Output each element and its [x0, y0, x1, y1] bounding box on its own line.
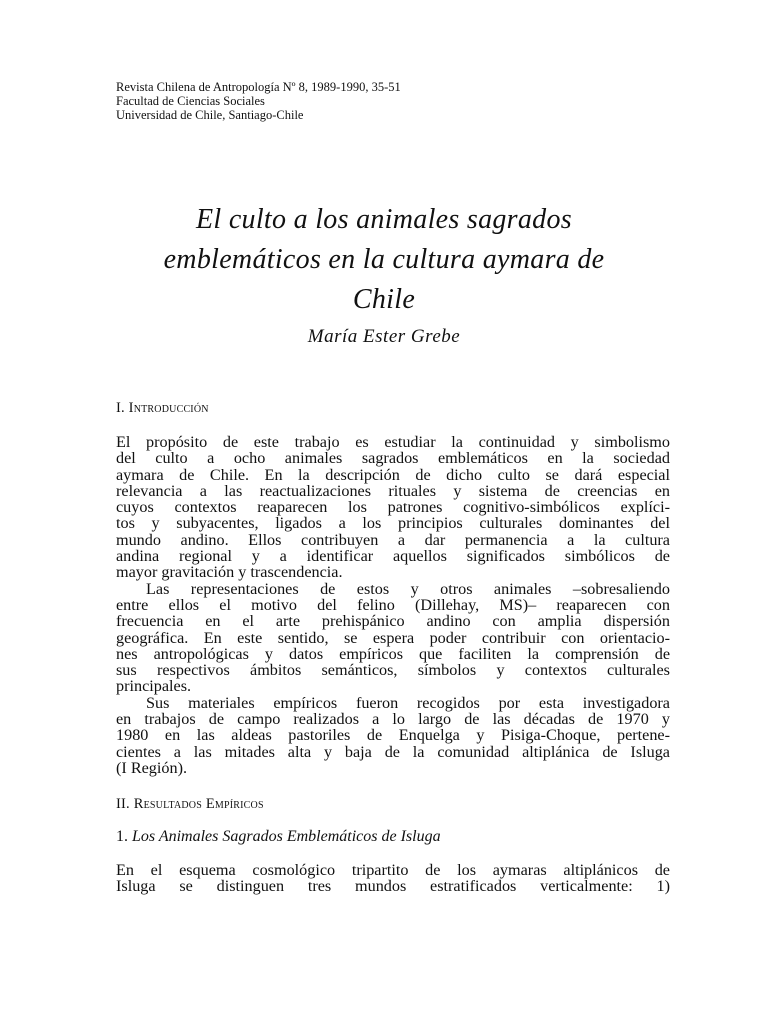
body-line: tos y subyacentes, ligados a los principios culturales dominantes del	[116, 514, 670, 533]
faculty-name: Facultad de Ciencias Sociales	[116, 94, 265, 108]
introduction-body	[116, 434, 670, 776]
journal-header	[116, 80, 401, 122]
body-line: Sus materiales empíricos fueron recogidos por esta investigadora	[146, 693, 670, 712]
body-line: relevancia a las reactualizaciones rituales y sistema de creencias en	[116, 481, 670, 500]
university-name: Universidad de Chile, Santiago-Chile	[116, 108, 304, 122]
title-line-1: El culto a los animales sagrados	[196, 204, 572, 235]
body-line: aymara de Chile. En la descripción de dicho culto se dará especial	[116, 465, 670, 484]
section-heading-results: II. Resultados Empíricos	[116, 796, 264, 812]
journal-citation: Revista Chilena de Antropología Nº 8, 1989-1990, 35-51	[116, 80, 401, 94]
subsection-title: Los Animales Sagrados Emblemáticos de Isluga	[132, 828, 441, 845]
body-line: geográfica. En este sentido, se espera poder contribuir con orientacio-	[116, 628, 670, 647]
body-line: mundo andino. Ellos contribuyen a dar permanencia a la cultura	[116, 530, 670, 549]
section-heading-introduction: I. Introducción	[116, 400, 209, 416]
title-line-2: emblemáticos en la cultura aymara de	[163, 244, 605, 275]
body-line: Las representaciones de estos y otros animales –sobresaliendo	[146, 579, 670, 598]
body-line: andina regional y a identificar aquellos significados simbólicos de	[116, 547, 670, 566]
body-line: del culto a ocho animales sagrados emblemáticos en la sociedad	[116, 449, 670, 468]
body-line: El propósito de este trabajo es estudiar la continuidad y simbolismo	[116, 433, 670, 451]
subsection-number: 1.	[116, 828, 128, 845]
body-line: en trabajos de campo realizados a lo largo de las décadas de 1970 y	[116, 710, 670, 729]
subsection-heading	[116, 828, 441, 846]
body-line: En el esquema cosmológico tripartito de los aymaras altiplánicos de	[116, 861, 670, 879]
body-line: nes antropológicas y datos empíricos que faciliten la comprensión de	[116, 644, 670, 663]
body-line: sus respectivos ámbitos semánticos, símbolos y contextos culturales	[116, 661, 670, 680]
body-line: 1980 en las aldeas pastoriles de Enquelga y Pisiga-Choque, pertene-	[116, 726, 670, 745]
body-line: mayor gravitación y trascendencia.	[116, 563, 343, 582]
body-line: cientes a las mitades alta y baja de la comunidad altiplánica de Isluga	[116, 742, 670, 761]
article-title	[100, 200, 668, 320]
author-name: María Ester Grebe	[307, 326, 461, 347]
body-line: principales.	[116, 677, 192, 696]
body-line: entre ellos el motivo del felino (Dillehay, MS)– reaparecen con	[116, 595, 670, 614]
body-line: (I Región).	[116, 758, 188, 777]
body-line: frecuencia en el arte prehispánico andino con amplia dispersión	[116, 612, 670, 631]
results-body	[116, 862, 670, 895]
body-line: cuyos contextos reaparecen los patrones cognitivo-simbólicos explíci-	[116, 498, 670, 517]
title-line-3: Chile	[352, 284, 416, 315]
body-line: Isluga se distinguen tres mundos estratificados verticalmente: 1)	[116, 877, 670, 896]
